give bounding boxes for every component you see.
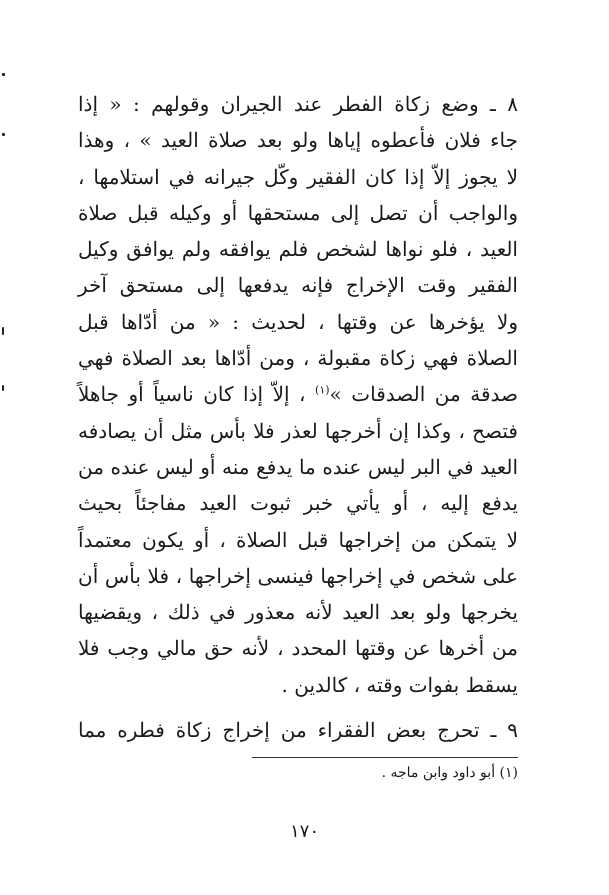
text-line: العيد ، فلو نواها لشخص فلم يوافقه ولم يوافق وكيل <box>78 237 518 262</box>
text-line: يسقط بفوات وقته ، كالدين . <box>281 672 518 697</box>
text-line: العيد في البر ليس عنده ما يدفع منه أو ليس عنده من <box>78 454 518 479</box>
text-line: فتصح ، وكذا إن أخرجها لعذر فلا بأس مثل أن يصادفه <box>78 418 518 443</box>
text-line: جاء فلان فأعطوه إياها ولو بعد صلاة العيد » ، وهذا <box>78 128 518 153</box>
text-line: والواجب أن تصل إلى مستحقها أو وكيله قبل صلاة <box>78 200 518 225</box>
text-line-with-footnote-ref <box>78 376 518 412</box>
page-number: ١٧٠ <box>289 821 319 842</box>
margin-mark <box>2 327 4 335</box>
footnote: (١) أبو داود وابن ماجه . <box>381 765 518 781</box>
text-line: الفقير وقت الإخراج فإنه يدفعها إلى مستحق آخر <box>78 273 518 298</box>
text-line: يدفع إليه ، أو يأتي خبر ثبوت العيد مفاجئاً بحيث <box>78 491 518 516</box>
text-line: يخرجها ولو بعد العيد لأنه معذور في ذلك ، ويقضيها <box>78 600 518 625</box>
text-line: لا يجوز إلاّ إذا كان الفقير وكّل جيرانه في استلامها ، <box>78 164 518 189</box>
margin-mark <box>2 385 4 391</box>
text-fragment: ، إلاّ إذا كان ناسياً أو جاهلاً <box>78 382 316 407</box>
text-fragment: صدقة من الصدقات » <box>329 382 518 407</box>
text-line: لا يتمكن من إخراجها قبل الصلاة ، أو يكون معتمداً <box>78 527 518 552</box>
text-line: من أخرها عن وقتها المحدد ، لأنه حق مالي وجب فلا <box>78 636 518 661</box>
paragraph-8 <box>78 86 518 703</box>
footnote-reference[interactable]: (١) <box>315 383 330 397</box>
text-line: ولا يؤخرها عن وقتها ، لحديث : « من أدّاها قبل <box>78 309 518 334</box>
margin-mark <box>2 133 5 136</box>
text-line: ٨ ـ وضع زكاة الفطر عند الجيران وقولهم : « إذا <box>78 92 518 116</box>
margin-mark <box>2 73 5 76</box>
text-line: الصلاة فهي زكاة مقبولة ، ومن أدّاها بعد الصلاة فهي <box>78 346 518 371</box>
text-line: على شخص في إخراجها فينسى إخراجها ، فلا بأس أن <box>78 563 518 588</box>
footnote-divider <box>252 757 518 758</box>
paragraph-9: ٩ ـ تحرج بعض الفقراء من إخراج زكاة فطره مما <box>78 718 518 742</box>
